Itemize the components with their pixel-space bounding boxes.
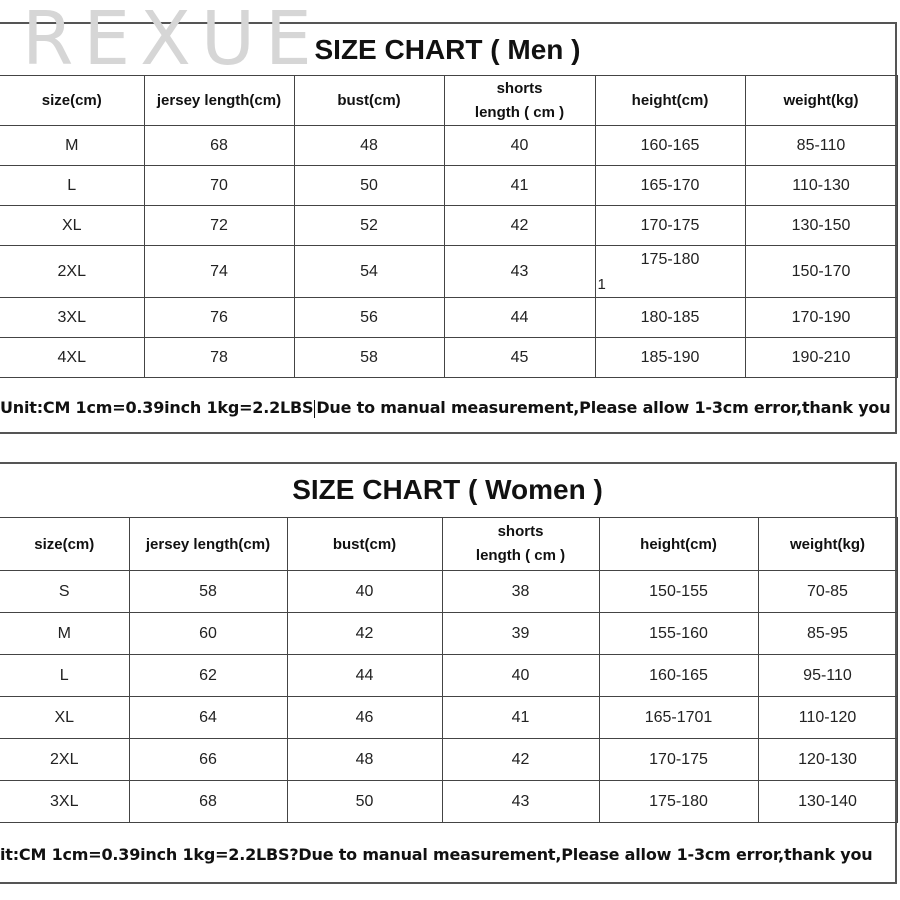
cell-jersey: 68 [129,781,287,823]
men-chart-title: SIZE CHART ( Men ) [314,34,581,65]
cell-weight: 130-140 [758,781,897,823]
table-row [0,298,897,338]
cell-height-mark: 1 [597,276,606,293]
cell-size: 4XL [0,338,144,378]
cell-height: 150-155 [599,571,758,613]
cell-jersey: 60 [129,613,287,655]
table-row [0,166,897,206]
table-row [0,206,897,246]
cell-height: 165-170 [595,166,745,206]
cell-height: 175-180 [599,781,758,823]
header-shorts-line2: length ( cm ) [475,547,566,564]
women-size-table [0,517,898,823]
cell-height: 170-175 [599,739,758,781]
cell-size: M [0,613,129,655]
cell-height: 180-185 [595,298,745,338]
header-size: size(cm) [0,518,129,571]
cell-bust: 58 [294,338,444,378]
cell-height: 165-1701 [599,697,758,739]
cell-weight: 170-190 [745,298,897,338]
header-size: size(cm) [0,76,144,126]
cell-shorts: 41 [444,166,595,206]
cell-jersey: 64 [129,697,287,739]
header-bust: bust(cm) [287,518,442,571]
cell-shorts: 40 [442,655,599,697]
cell-shorts: 43 [442,781,599,823]
cell-height: 160-165 [599,655,758,697]
cell-size: 2XL [0,739,129,781]
cell-bust: 50 [294,166,444,206]
header-shorts-line1: shorts [496,79,543,97]
cell-height-value: 175-180 [640,251,700,268]
header-height: height(cm) [595,76,745,126]
cell-weight: 150-170 [745,246,897,298]
cell-height [595,246,745,298]
cell-size: L [0,655,129,697]
cell-height: 160-165 [595,126,745,166]
cell-size: XL [0,206,144,246]
cell-jersey: 58 [129,571,287,613]
table-row [0,781,897,823]
cell-shorts: 45 [444,338,595,378]
cell-shorts: 39 [442,613,599,655]
table-row [0,739,897,781]
men-header-row [0,76,897,126]
header-bust: bust(cm) [294,76,444,126]
cell-jersey: 78 [144,338,294,378]
cell-bust: 44 [287,655,442,697]
cell-shorts: 40 [444,126,595,166]
cell-size: XL [0,697,129,739]
table-row [0,655,897,697]
cell-size: 2XL [0,246,144,298]
table-row [0,126,897,166]
cell-jersey: 76 [144,298,294,338]
cell-size: L [0,166,144,206]
cell-bust: 46 [287,697,442,739]
cell-size: M [0,126,144,166]
women-unit-note: it:CM 1cm=0.39inch 1kg=2.2LBS?Due to manual measurement,Please allow 1-3cm error,thank you [0,845,873,864]
cell-weight: 190-210 [745,338,897,378]
cell-bust: 40 [287,571,442,613]
cell-weight: 130-150 [745,206,897,246]
cell-weight: 110-130 [745,166,897,206]
cell-shorts: 42 [442,739,599,781]
cell-bust: 48 [294,126,444,166]
height-split-cell [596,246,745,297]
men-note-units: Unit:CM 1cm=0.39inch 1kg=2.2LBS [0,398,314,417]
men-note-disclaimer: Due to manual measurement,Please allow 1-3cm error,thank you [316,398,891,417]
men-unit-note [0,398,890,418]
cell-jersey: 72 [144,206,294,246]
cell-height: 185-190 [595,338,745,378]
cell-size: S [0,571,129,613]
cell-weight: 120-130 [758,739,897,781]
header-jersey-length: jersey length(cm) [129,518,287,571]
table-row [0,697,897,739]
cell-shorts: 38 [442,571,599,613]
cell-shorts: 42 [444,206,595,246]
header-shorts-line2: length ( cm ) [474,103,565,121]
men-size-table [0,75,898,378]
table-row [0,571,897,613]
women-chart-title: SIZE CHART ( Women ) [292,474,603,505]
cell-shorts: 44 [444,298,595,338]
cell-bust: 56 [294,298,444,338]
header-shorts-length [444,76,595,126]
cell-height: 170-175 [595,206,745,246]
brand-watermark: REXUE [22,0,322,82]
header-shorts-line1: shorts [497,523,544,540]
cell-bust: 48 [287,739,442,781]
cell-size: 3XL [0,298,144,338]
cell-jersey: 66 [129,739,287,781]
cell-jersey: 74 [144,246,294,298]
cell-bust: 50 [287,781,442,823]
cell-shorts: 41 [442,697,599,739]
header-height: height(cm) [599,518,758,571]
men-size-chart [0,22,897,434]
cell-bust: 42 [287,613,442,655]
header-weight: weight(kg) [758,518,897,571]
cell-shorts: 43 [444,246,595,298]
cell-weight: 95-110 [758,655,897,697]
table-row [0,246,897,298]
header-weight: weight(kg) [745,76,897,126]
cell-jersey: 70 [144,166,294,206]
cell-weight: 70-85 [758,571,897,613]
cell-jersey: 62 [129,655,287,697]
cell-height: 155-160 [599,613,758,655]
cell-bust: 54 [294,246,444,298]
cell-weight: 110-120 [758,697,897,739]
header-shorts-length [442,518,599,571]
cell-weight: 85-95 [758,613,897,655]
cell-weight: 85-110 [745,126,897,166]
cell-jersey: 68 [144,126,294,166]
women-header-row [0,518,897,571]
header-jersey-length: jersey length(cm) [144,76,294,126]
cell-bust: 52 [294,206,444,246]
table-row [0,338,897,378]
table-row [0,613,897,655]
women-size-chart [0,462,897,884]
cell-size: 3XL [0,781,129,823]
